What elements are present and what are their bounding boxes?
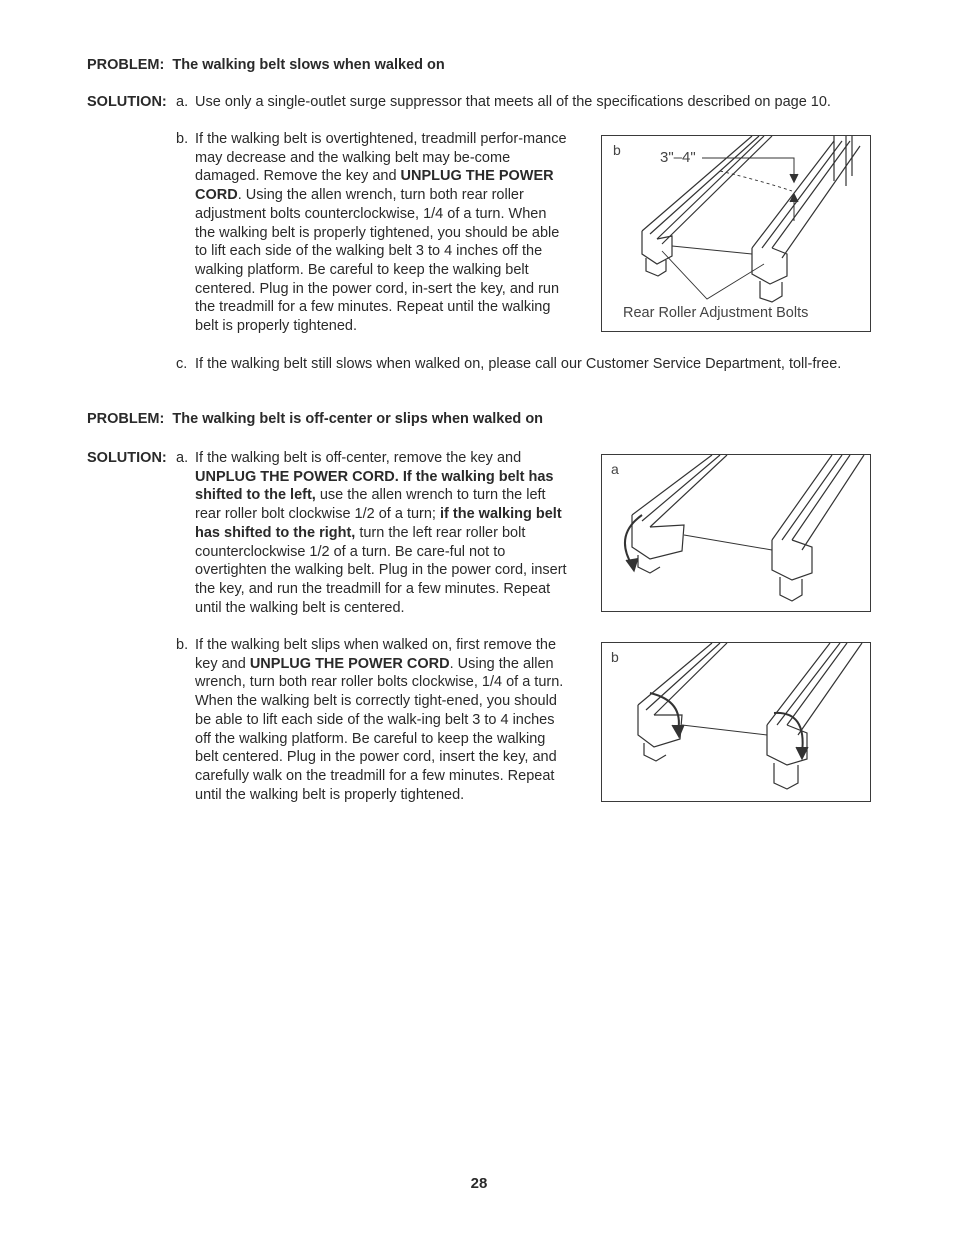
problem-heading-1: [87, 56, 445, 74]
measurement-label: 3"–4": [660, 149, 696, 166]
figure-letter: b: [613, 142, 621, 158]
item-letter: c.: [176, 356, 188, 372]
item-letter: a.: [176, 94, 189, 110]
solution-1a-text: Use only a single-outlet surge suppressor that meets all of the specifications described on page 10.: [195, 94, 831, 110]
problem-label: PROBLEM:: [87, 57, 165, 73]
figure-letter: b: [611, 649, 619, 665]
solution-2a-text: If the walking belt is off-center, remove the key and UNPLUG THE POWER CORD. If the walking belt has shifted to the left, use the allen wrench to turn the left rear roller bolt clockwise 1/2 of a turn; if the walking belt has shifted to the right, turn the left rear roller bolt counterclockwise 1/2 of a turn. Be care-ful not to overtighten the walking belt. Plug in the power cord, insert the key, and run the treadmill for a few minutes. Repeat until the walking belt is centered.: [195, 450, 567, 616]
problem-title: The walking belt is off-center or slips when walked on: [172, 411, 544, 427]
item-letter: b.: [176, 131, 189, 147]
figure-rear-roller-bolts: [601, 135, 871, 332]
figure-caption: Rear Roller Adjustment Bolts: [623, 305, 809, 321]
solution-label: SOLUTION:: [87, 450, 167, 466]
treadmill-left-bolt-illustration: [602, 455, 872, 613]
item-letter: b.: [176, 637, 189, 653]
treadmill-both-bolts-illustration: [602, 643, 872, 803]
page-number: 28: [470, 1175, 488, 1192]
solution-1b-text: If the walking belt is overtightened, treadmill perfor-mance may decrease and the walking belt may be-come damaged. Remove the key and UNPLUG THE POWER CORD. Using the allen wrench, turn both rear roller adjustment bolts counterclockwise, 1/4 of a turn. When the walking belt is properly tightened, you should be able to lift each side of the walking belt 3 to 4 inches off the walking platform. Be careful to keep the walking belt centered. Plug in the power cord, in-sert the key, and run the treadmill for a few minutes. Repeat until the walking belt is properly tightened.: [195, 131, 567, 335]
problem-label: PROBLEM:: [87, 411, 165, 427]
solution-1c-text: If the walking belt still slows when walked on, please call our Customer Service Department, toll-free.: [195, 356, 842, 372]
solution-label: SOLUTION:: [87, 94, 167, 110]
treadmill-rear-illustration: [602, 136, 872, 333]
problem-heading-2: [87, 410, 543, 428]
item-letter: a.: [176, 450, 189, 466]
figure-left-bolt-adjust: [601, 454, 871, 612]
figure-letter: a: [611, 461, 619, 477]
solution-2b-text: If the walking belt slips when walked on, first remove the key and UNPLUG THE POWER CORD. Using the allen wrench, turn both rear roller bolts clockwise, 1/4 of a turn. When the walking belt is correctly tight-ened, you should be able to lift each side of the walk-ing belt 3 to 4 inches off the walking platform. Be careful to keep the walking belt centered. Plug in the power cord, insert the key, and carefully walk on the treadmill for a few minutes. Repeat until the walking belt is properly tightened.: [195, 637, 564, 803]
problem-title: The walking belt slows when walked on: [172, 57, 445, 73]
figure-both-bolts-adjust: [601, 642, 871, 802]
